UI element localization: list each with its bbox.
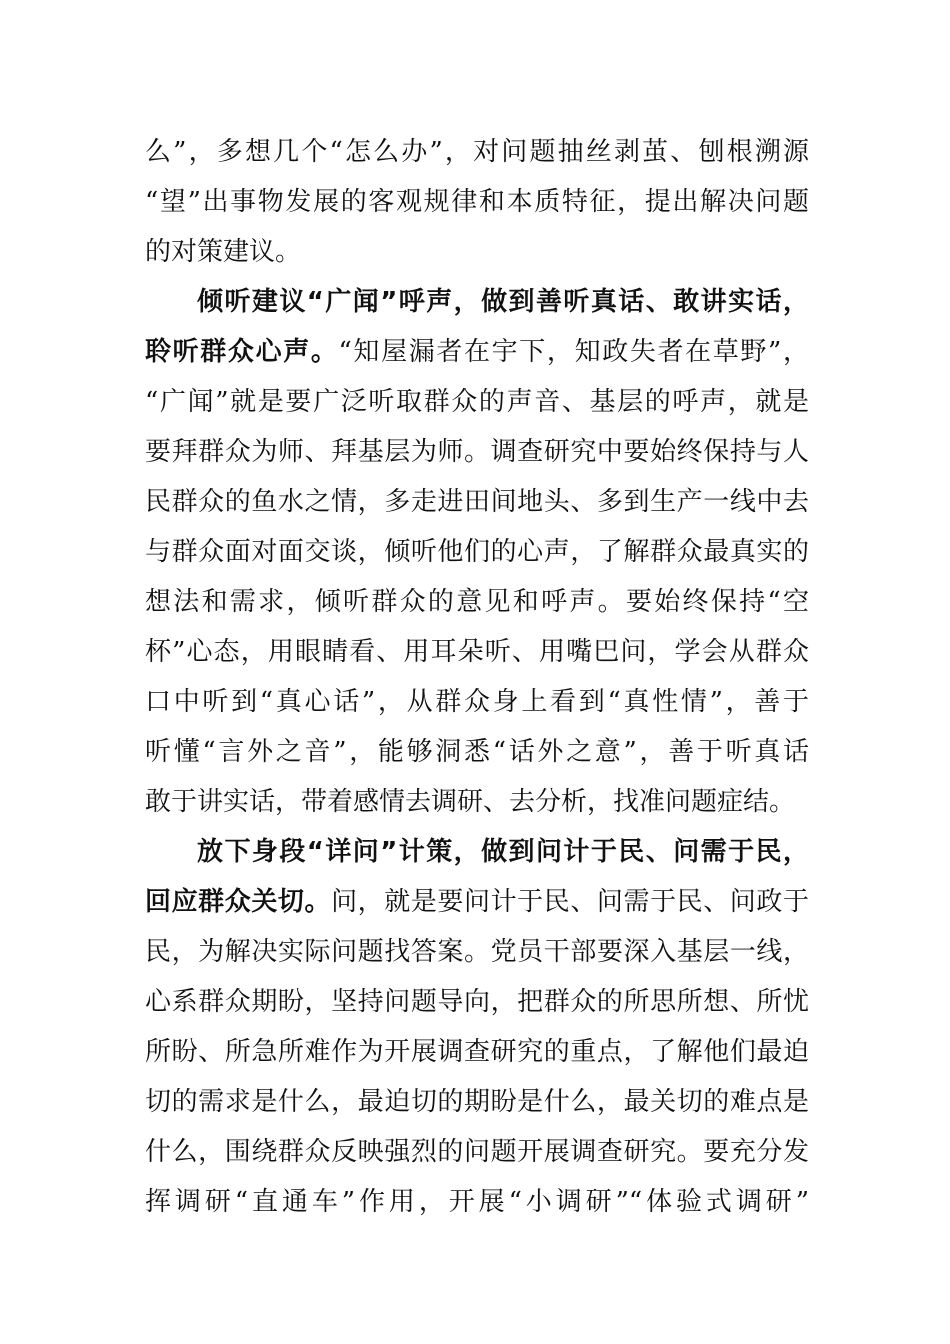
text-line: 民，为解决实际问题找答案。党员干部要深入基层一线， [145,937,809,967]
text-line: 挥调研“直通车”作用，开展“小调研”“体验式调研” [145,1187,809,1217]
text-line: 的对策建议。 [145,237,302,267]
text-line: 敢于讲实话，带着感情去调研、去分析，找准问题症结。 [145,787,796,817]
text-line: 切的需求是什么，最迫切的期盼是什么，最关切的难点是 [145,1087,809,1117]
text-line: 杯”心态，用眼睛看、用耳朵听、用嘴巴问，学会从群众 [145,637,809,667]
text-line: 民群众的鱼水之情，多走进田间地头、多到生产一线中去 [145,487,809,517]
text-line: 什么，围绕群众反映强烈的问题开展调查研究。要充分发 [145,1137,809,1167]
text-line: 听懂“言外之音”，能够洞悉“话外之意”，善于听真话 [145,737,809,767]
text-run: 问，就是要问计于民、问需于民、问政于 [331,887,809,917]
text-line: “广闻”就是要广泛听取群众的声音、基层的呼声，就是 [145,387,809,417]
text-line: 口中听到“真心话”，从群众身上看到“真性情”，善于 [145,687,809,717]
text-line: 所盼、所急所难作为开展调查研究的重点，了解他们最迫 [145,1037,809,1067]
text-line: 与群众面对面交谈，倾听他们的心声，了解群众最真实的 [145,537,809,567]
text-line: 心系群众期盼，坚持问题导向，把群众的所思所想、所忧 [145,987,809,1017]
text-line [145,882,809,922]
text-run: “知屋漏者在宇下，知政失者在草野”， [338,337,809,367]
section-heading-tail: 回应群众关切。 [145,887,332,917]
section-heading-line: 放下身段“详问”计策，做到问计于民、问需于民， [197,837,809,867]
text-line: 要拜群众为师、拜基层为师。调查研究中要始终保持与人 [145,437,809,467]
section-heading-line: 倾听建议“广闻”呼声，做到善听真话、敢讲实话， [197,287,809,317]
text-line: “望”出事物发展的客观规律和本质特征，提出解决问题 [145,187,809,217]
text-line: 么”，多想几个“怎么办”，对问题抽丝剥茧、刨根溯源 [145,137,809,167]
text-line [145,332,809,372]
text-line: 想法和需求，倾听群众的意见和呼声。要始终保持“空 [145,587,809,617]
section-heading-tail: 聆听群众心声。 [145,337,339,367]
